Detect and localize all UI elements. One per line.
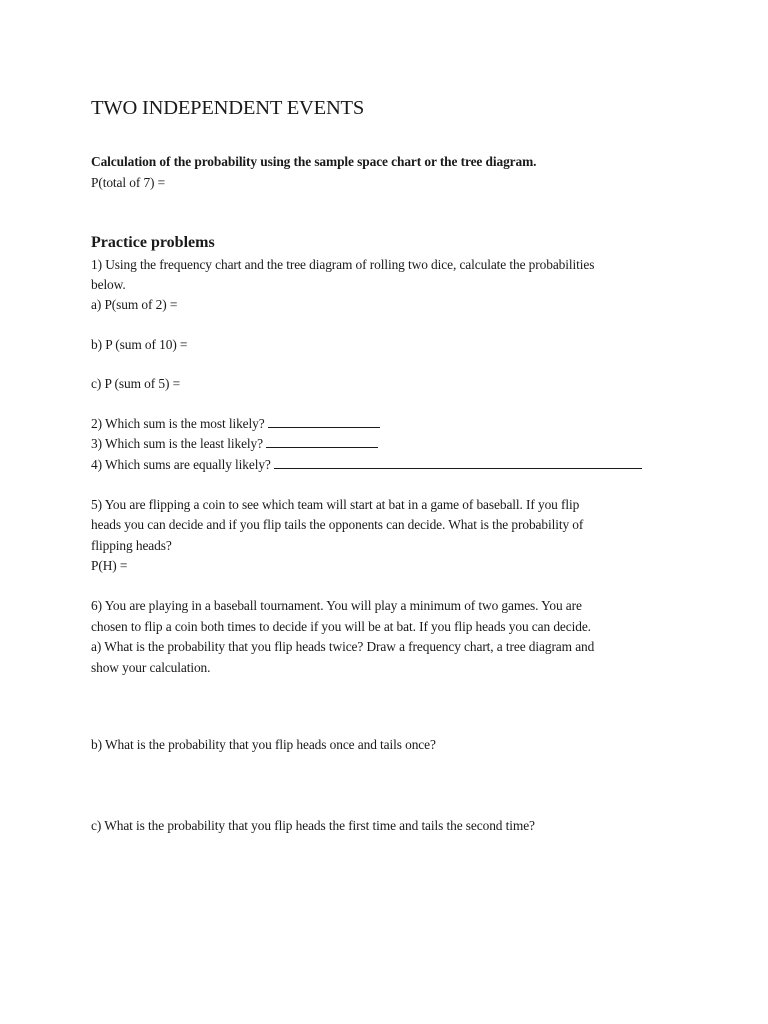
p-total-7: P(total of 7) = <box>91 175 166 190</box>
question-6b: b) What is the probability that you flip heads once and tails once? <box>91 737 436 752</box>
practice-heading: Practice problems <box>91 234 215 251</box>
question-1a: a) P(sum of 2) = <box>91 297 178 312</box>
question-2 <box>91 414 380 434</box>
page-title: TWO INDEPENDENT EVENTS <box>91 97 365 119</box>
question-2-text: 2) Which sum is the most likely? <box>91 416 265 431</box>
question-6-line-1: 6) You are playing in a baseball tournament. You will play a minimum of two games. You are <box>91 598 582 613</box>
question-6c: c) What is the probability that you flip heads the first time and tails the second time? <box>91 818 535 833</box>
answer-blank-4[interactable] <box>274 456 642 469</box>
question-5-line-2: heads you can decide and if you flip tails the opponents can decide. What is the probability of <box>91 517 584 532</box>
question-4 <box>91 455 642 475</box>
question-1c: c) P (sum of 5) = <box>91 376 181 391</box>
question-5-line-1: 5) You are flipping a coin to see which team will start at bat in a game of baseball. If you flip <box>91 497 580 512</box>
answer-blank-3[interactable] <box>266 435 378 448</box>
question-6a-line-2: show your calculation. <box>91 660 211 675</box>
question-6a-line-1: a) What is the probability that you flip heads twice? Draw a frequency chart, a tree diagram and <box>91 639 595 654</box>
question-1-line-1: 1) Using the frequency chart and the tree diagram of rolling two dice, calculate the probabilities <box>91 257 595 272</box>
question-5-ph: P(H) = <box>91 558 128 573</box>
intro-instruction: Calculation of the probability using the sample space chart or the tree diagram. <box>91 154 537 169</box>
question-1-line-2: below. <box>91 277 126 292</box>
answer-blank-2[interactable] <box>268 415 380 428</box>
question-1b: b) P (sum of 10) = <box>91 337 188 352</box>
question-5-line-3: flipping heads? <box>91 538 172 553</box>
question-6-line-2: chosen to flip a coin both times to decide if you will be at bat. If you flip heads you can decide. <box>91 619 591 634</box>
question-3-text: 3) Which sum is the least likely? <box>91 436 263 451</box>
question-3 <box>91 434 378 454</box>
question-4-text: 4) Which sums are equally likely? <box>91 457 271 472</box>
